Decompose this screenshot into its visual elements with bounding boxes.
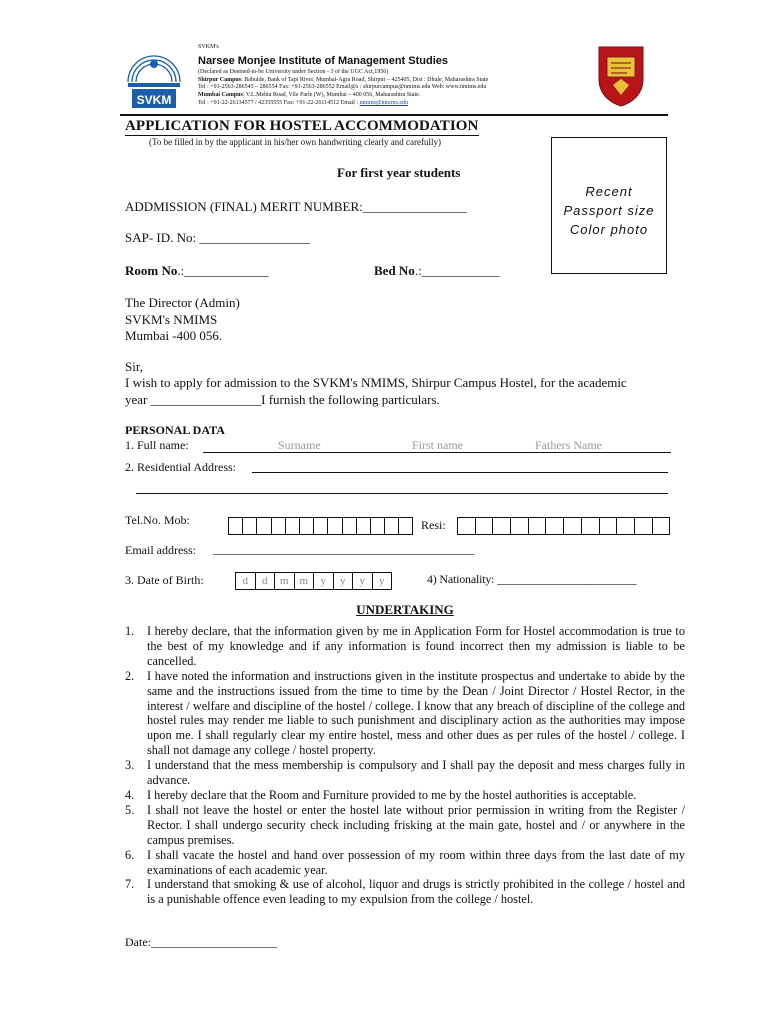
item-number: 7.: [125, 877, 135, 892]
item-number: 2.: [125, 668, 135, 683]
shirpur-text: : Babulde, Bank of Tapi River, Mumbai-Agra Road, Shirpur – 425405, Dist : Dhule, Maharashtra State: [241, 76, 489, 83]
item-text: I hereby declare, that the information given by me in Application Form for Hostel accommodation is true to the best of my knowledge and if any information is found incorrect then my admission is liable to be cancelled.: [147, 624, 685, 668]
item-number: 5.: [125, 802, 135, 817]
for-first-year: For first year students: [337, 165, 461, 180]
digit-box[interactable]: [371, 518, 385, 534]
recipient-address: [125, 295, 240, 345]
digit-box[interactable]: [582, 518, 600, 534]
dob-month-box[interactable]: m: [275, 573, 295, 589]
header-rule: [120, 114, 668, 116]
digit-box[interactable]: [600, 518, 618, 534]
svkm-logo: [124, 50, 184, 110]
digit-box[interactable]: [564, 518, 582, 534]
digit-box[interactable]: [385, 518, 399, 534]
digit-box[interactable]: [357, 518, 371, 534]
mumbai-email-link[interactable]: nmims@nmims.edu: [359, 100, 408, 106]
shirpur-label: Shirpur Campus: [198, 76, 242, 83]
item-text: I understand that smoking & use of alcohol, liquor and drugs is strictly prohibited in the college / hostel and is a punishable offence even leading to my expulsion from the college / hostel.: [147, 877, 685, 907]
dob-day-box[interactable]: d: [256, 573, 276, 589]
first-name-placeholder: First name: [412, 438, 463, 452]
shirpur-contact: Tel : +91-2563-286545 – 286554 Fax: +91-2563-286552 Email@s : shirpurcampus@nmims.edu Web: www.nmims.edu: [198, 84, 487, 90]
nationality-field[interactable]: 4) Nationality: ________________________: [427, 572, 637, 586]
item-number: 1.: [125, 624, 135, 638]
bed-blank: .:____________: [414, 263, 500, 278]
item-text: I shall not leave the hostel or enter the hostel late without prior permission in writing from the Register / Rector. I shall undergo security check including frisking at the main gate, hostel and / or anywhere in the campus premises.: [147, 802, 685, 847]
dob-year-box[interactable]: y: [314, 573, 334, 589]
mumbai-text: : V.L.Mehta Road, Vile Parle (W), Mumbai – 400 056, Maharashtra State.: [242, 92, 421, 98]
item-number: 3.: [125, 758, 135, 773]
bed-no-field[interactable]: [374, 263, 500, 279]
shirpur-address: [198, 77, 488, 85]
digit-box[interactable]: [243, 518, 257, 534]
photo-line: Passport size: [563, 203, 655, 218]
item-text: I have noted the information and instructions given in the institute prospectus and undertake to abide by the same and the instructions issued from the time to time by the Dean / Joint Director / Hostel Rector, in the interest / welfare and discipline of the hostel / college. I know that any breach of discipline of the college and hostel rules may render me liable to such punishment and disciplinary action as the authorities may impose upon me. I shall regularly clear my entire hostel, mess and other dues as per rules of the hostel / college. I shall not damage any college / hostel property.: [147, 668, 685, 758]
item-text: I hereby declare that the Room and Furniture provided to me by the hostel authorities is acceptable.: [147, 787, 637, 802]
address-line: SVKM's NMIMS: [125, 311, 218, 327]
nmims-crest: [597, 45, 645, 107]
academic-year-field[interactable]: year _________________I furnish the following particulars.: [125, 392, 440, 407]
fathers-name-placeholder: Fathers Name: [535, 438, 602, 452]
body-line-1: I wish to apply for admission to the SVKM's NMIMS, Shirpur Campus Hostel, for the academic: [125, 375, 627, 390]
tel-mob-label: Tel.No. Mob:: [125, 513, 190, 527]
sap-id-field[interactable]: SAP- ID. No: _________________: [125, 230, 310, 245]
residence-number-boxes[interactable]: [457, 517, 670, 535]
digit-box[interactable]: [511, 518, 529, 534]
digit-box[interactable]: [399, 518, 413, 534]
digit-box[interactable]: [286, 518, 300, 534]
digit-box[interactable]: [653, 518, 671, 534]
photo-line: Color photo: [569, 222, 649, 237]
dob-month-box[interactable]: m: [295, 573, 315, 589]
digit-box[interactable]: [635, 518, 653, 534]
undertaking-item: [125, 803, 685, 848]
mumbai-contact-text: Tel : +91-22-26134577 / 42355555 Fax: +91-22-26114512 Email :: [198, 100, 359, 106]
mumbai-contact: [198, 100, 408, 108]
bed-label: Bed No: [374, 263, 415, 278]
room-no-field[interactable]: [125, 263, 269, 279]
digit-box[interactable]: [343, 518, 357, 534]
digit-box[interactable]: [328, 518, 342, 534]
item-number: 4.: [125, 787, 135, 802]
undertaking-title: UNDERTAKING: [356, 602, 454, 617]
room-label: Room No: [125, 263, 178, 278]
digit-box[interactable]: [529, 518, 547, 534]
digit-box[interactable]: [300, 518, 314, 534]
digit-box[interactable]: [476, 518, 494, 534]
address-line-2[interactable]: [136, 493, 668, 494]
photo-line: Recent: [585, 184, 633, 199]
digit-box[interactable]: [546, 518, 564, 534]
item-number: 6.: [125, 847, 135, 862]
digit-box[interactable]: [314, 518, 328, 534]
dob-label: 3. Date of Birth:: [125, 573, 204, 587]
mobile-number-boxes[interactable]: [228, 517, 413, 535]
resi-label: Resi:: [421, 518, 446, 532]
dob-boxes[interactable]: [235, 572, 392, 590]
room-blank: .:_____________: [177, 263, 269, 278]
undertaking-item: [125, 848, 685, 878]
merit-number-field[interactable]: ADDMISSION (FINAL) MERIT NUMBER:________________: [125, 199, 467, 214]
undertaking-item: [125, 624, 685, 669]
photo-instructions: [551, 182, 667, 239]
logo-text: SVKM: [136, 93, 172, 107]
dob-year-box[interactable]: y: [334, 573, 354, 589]
salutation: Sir,: [125, 359, 143, 374]
personal-data-heading: PERSONAL DATA: [125, 423, 225, 437]
institute-name: Narsee Monjee Institute of Management Studies: [198, 55, 448, 67]
item-text: I understand that the mess membership is compulsory and I shall pay the deposit and mess charges fully in advance.: [147, 758, 685, 788]
undertaking-item: [125, 877, 685, 907]
form-title: APPLICATION FOR HOSTEL ACCOMMODATION: [125, 118, 479, 134]
surname-placeholder: Surname: [278, 438, 321, 452]
digit-box[interactable]: [257, 518, 271, 534]
dob-day-box[interactable]: d: [236, 573, 256, 589]
mumbai-label: Mumbai Campus: [198, 92, 243, 98]
digit-box[interactable]: [458, 518, 476, 534]
full-name-label: 1. Full name:: [125, 438, 189, 452]
date-field[interactable]: Date:_____________________: [125, 935, 277, 949]
digit-box[interactable]: [229, 518, 243, 534]
undertaking-list: [125, 624, 685, 907]
address-line-1[interactable]: [252, 472, 668, 473]
email-address-label: Email address:: [125, 543, 196, 557]
item-text: I shall vacate the hostel and hand over possession of my room within three days from the last date of my examinations of each academic year.: [147, 847, 685, 877]
mumbai-address: [198, 92, 420, 100]
address-line: The Director (Admin): [125, 295, 240, 310]
org-small: SVKM's: [198, 44, 219, 50]
residential-address-label: 2. Residential Address:: [125, 460, 236, 474]
undertaking-item: [125, 788, 685, 803]
digit-box[interactable]: [617, 518, 635, 534]
digit-box[interactable]: [272, 518, 286, 534]
form-subtitle: (To be filled in by the applicant in his/her own handwriting clearly and carefully): [149, 137, 442, 147]
undertaking-item: [125, 669, 685, 758]
dob-year-box[interactable]: y: [373, 573, 393, 589]
declared-text: (Declared as Deemed-to-be University under Section - 3 of the UGC Act,1956): [198, 69, 389, 75]
dob-year-box[interactable]: y: [353, 573, 373, 589]
email-address-field[interactable]: _______________________________________________: [213, 542, 474, 556]
digit-box[interactable]: [493, 518, 511, 534]
address-line: Mumbai -400 056.: [125, 328, 223, 343]
undertaking-item: [125, 758, 685, 788]
